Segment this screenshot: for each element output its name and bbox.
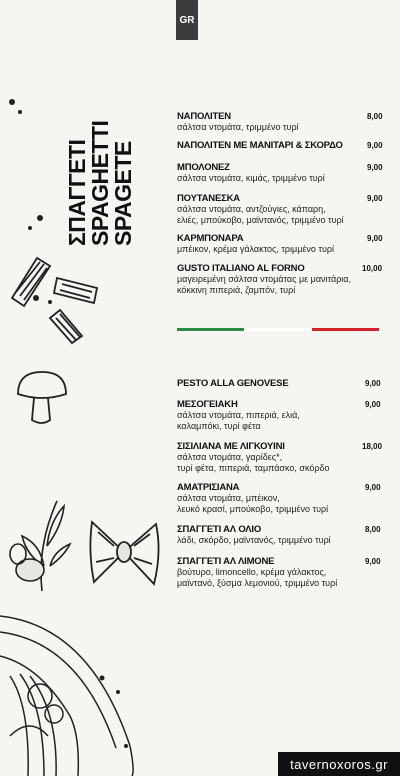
menu-item [177, 482, 380, 515]
item-name: ΠΟΥΤΑΝΕΣΚΑ [177, 193, 240, 204]
item-name: ΜΕΣΟΓΕΙΑΚΗ [177, 399, 238, 410]
item-description: σάλτσα ντομάτα, γαρίδες*, [177, 452, 283, 462]
menu-item [177, 140, 380, 151]
item-price: 8,00 [365, 525, 381, 534]
item-price: 8,00 [367, 112, 383, 121]
penne-pasta-illustration [2, 248, 112, 348]
menu-item [177, 233, 380, 255]
item-name: ΣΠΑΓΓΕΤΙ ΑΛ ΛΙΜΟΝΕ [177, 556, 275, 567]
item-price: 9,00 [367, 194, 383, 203]
item-description: λάδι, σκόρδο, μαϊντανός, τριμμένο τυρί [177, 535, 331, 545]
item-name: ΝΑΠΟΛΙΤΕΝ [177, 111, 231, 122]
item-name: ΣΠΑΓΓΕΤΙ ΑΛ ΟΛΙΟ [177, 524, 262, 535]
flag-white-stripe [244, 328, 311, 331]
item-description: σάλτσα ντομάτα, μπέικον, [177, 493, 280, 503]
item-price: 9,00 [367, 163, 383, 172]
menu-item [177, 263, 383, 296]
menu-item [177, 111, 380, 133]
menu-item [177, 524, 380, 546]
title-alt: SPAGETE [110, 141, 136, 246]
item-price: 9,00 [365, 400, 381, 409]
item-description: σάλτσα ντομάτα, πιπεριά, ελιά, [177, 410, 300, 420]
olive-branch-illustration [2, 496, 72, 596]
item-description: κόκκινη πιπεριά, ζαμπόν, τυρί [177, 285, 296, 295]
mushroom-illustration [14, 368, 74, 428]
item-price: 9,00 [367, 234, 383, 243]
menu-item [177, 162, 380, 184]
farfalle-pasta-illustration [84, 512, 164, 592]
item-price: 18,00 [362, 442, 383, 451]
item-price: 10,00 [362, 264, 383, 273]
item-description: μπέικον, κρέμα γάλακτος, τριμμένο τυρί [177, 244, 335, 254]
italian-flag-divider [177, 328, 379, 331]
menu-item [177, 399, 380, 432]
item-description: λευκό κρασί, μπούκοβο, τριμμένο τυρί [177, 504, 329, 514]
menu-item [177, 193, 380, 226]
section-title [64, 112, 134, 246]
item-name: ΜΠΟΛΟΝΕΖ [177, 162, 230, 173]
title-italian: SPAGHETTI [87, 120, 113, 246]
item-name: GUSTO ITALIANO AL FORNO [177, 263, 305, 274]
pasta-plate-illustration [0, 596, 150, 776]
item-description: ελιές, μπούκοβο, μαϊντανός, τριμμένο τυρί [177, 215, 344, 225]
item-price: 9,00 [367, 141, 383, 150]
title-greek: ΣΠΑΓΓΕΤΙ [64, 139, 90, 246]
item-price: 9,00 [365, 557, 381, 566]
website-footer[interactable]: tavernoxoros.gr [278, 752, 400, 776]
item-description: καλαμπόκι, τυρί φέτα [177, 421, 261, 431]
flag-red-stripe [312, 328, 379, 331]
menu-item [177, 378, 380, 389]
item-description: σάλτσα ντομάτα, κιμάς, τριμμένο τυρί [177, 173, 325, 183]
item-name: PESTO ALLA GENOVESE [177, 378, 289, 389]
flag-green-stripe [177, 328, 244, 331]
item-description: σάλτσα ντομάτα, αντζούγιες, κάπαρη, [177, 204, 326, 214]
item-name: ΑΜΑΤΡΙΣΙΑΝΑ [177, 482, 240, 493]
item-description: μαϊντανό, ξύσμα λεμονιού, τριμμένο τυρί [177, 578, 338, 588]
item-price: 9,00 [365, 379, 381, 388]
menu-item [177, 441, 383, 474]
item-name: ΝΑΠΟΛΙΤΕΝ ΜΕ ΜΑΝΙΤΑΡΙ & ΣΚΟΡΔΟ [177, 140, 343, 151]
item-description: βούτυρο, limoncello, κρέμα γάλακτος, [177, 567, 327, 577]
item-description: μαγειρεμένη σάλτσα ντομάτας με μανιτάρια, [177, 274, 352, 284]
item-description: σάλτσα ντομάτα, τριμμένο τυρί [177, 122, 299, 132]
menu-item [177, 556, 380, 589]
language-tab[interactable]: GR [176, 0, 198, 40]
item-name: ΣΙΣΙΛΙΑΝΑ ΜΕ ΛΙΓΚΟΥΙΝΙ [177, 441, 285, 452]
item-description: τυρί φέτα, πιπεριά, ταμπάσκο, σκόρδο [177, 463, 330, 473]
item-price: 9,00 [365, 483, 381, 492]
item-name: ΚΑΡΜΠΟΝΑΡΑ [177, 233, 244, 244]
